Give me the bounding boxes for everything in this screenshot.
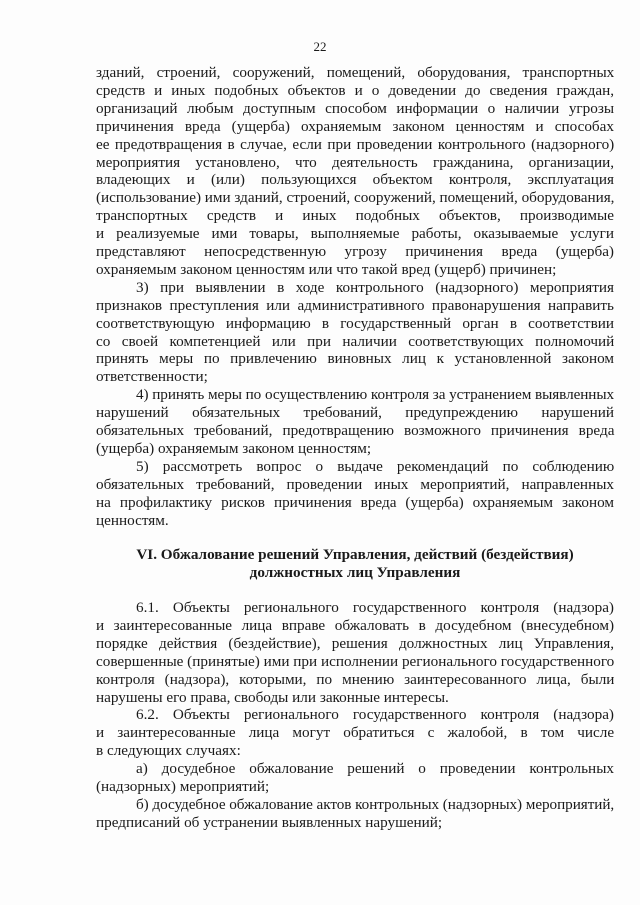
paragraph-6-1 xyxy=(96,599,614,706)
text-line: и реализуемые ими товары, выполняемые работы, оказываемые услуги xyxy=(96,225,614,243)
section-heading-line-1: VI. Обжалование решений Управления, действий (бездействия) xyxy=(136,546,574,563)
text-line: со своей компетенцией или при наличии соответствующих полномочий xyxy=(96,332,615,350)
text-line: мероприятия установлено, что деятельность гражданина, организации, xyxy=(96,153,614,171)
paragraph-item-a xyxy=(96,760,614,796)
text-line: ответственности; xyxy=(96,368,208,386)
page-number: 22 xyxy=(313,39,327,54)
text-line: ее предотвращения в случае, если при проведении контрольного (надзорного) xyxy=(96,135,615,153)
text-line: обязательных требований, предотвращению возможного причинения вреда xyxy=(96,422,615,439)
text-line: 6.1. Объекты регионального государственного контроля (надзора) xyxy=(136,599,614,616)
paragraph-item-5 xyxy=(96,458,614,530)
text-line: организаций любым доступным способом информации о наличии угрозы xyxy=(96,99,615,117)
text-line: зданий, строений, сооружений, помещений, оборудования, транспортных xyxy=(96,64,615,81)
text-line: причинения вреда (ущерба) охраняемым законом ценностям и способах xyxy=(96,117,614,135)
text-line: (надзорных) мероприятий; xyxy=(96,778,270,795)
paragraph-continuation xyxy=(96,64,614,279)
text-line: 4) принять меры по осуществлению контроля за устранением выявленных xyxy=(136,386,614,404)
section-heading-line-2: должностных лиц Управления xyxy=(249,564,461,581)
text-line: нарушены его права, свободы или законные интересы. xyxy=(96,688,449,706)
text-line: и заинтересованные лица могут обратиться с жалобой, в том числе xyxy=(96,724,615,742)
text-line: средств и иных подобных объектов и о доведении до сведения граждан, xyxy=(96,81,614,99)
text-line: (использование) ими зданий, строений, сооружений, помещений, оборудования, xyxy=(96,189,615,207)
text-line: 6.2. Объекты регионального государственного контроля (надзора) xyxy=(136,706,614,724)
text-line: нарушений обязательных требований, предупреждению нарушений xyxy=(96,404,614,422)
text-line: признаков преступления или административного правонарушения направить xyxy=(96,296,614,314)
text-line: представляют непосредственную угрозу причинения вреда (ущерба) xyxy=(96,243,614,261)
text-line: 3) при выявлении в ходе контрольного (надзорного) мероприятия xyxy=(136,278,615,296)
text-line: обязательных требований, проведении иных мероприятий, направленных xyxy=(96,475,614,493)
text-line: охраняемым законом ценностям или что такой вред (ущерб) причинен; xyxy=(96,260,557,278)
paragraph-6-2 xyxy=(96,706,614,760)
text-line: контроля (надзора), которыми, по мнению заинтересованного лица, были xyxy=(96,670,615,688)
text-line: предписаний об устранении выявленных нарушений; xyxy=(96,813,443,831)
text-line: а) досудебное обжалование решений о проведении контрольных xyxy=(136,760,614,778)
text-line: (ущерба) охраняемым законом ценностям; xyxy=(96,439,372,457)
paragraph-item-3 xyxy=(96,279,614,386)
text-line: соответствующую информацию в государственный орган в соответствии xyxy=(96,314,614,332)
paragraph-item-4 xyxy=(96,386,614,458)
text-line: б) досудебное обжалование актов контрольных (надзорных) мероприятий, xyxy=(136,795,615,813)
text-line: совершенные (принятые) ими при исполнении регионального государственного xyxy=(96,652,615,670)
text-line: в следующих случаях: xyxy=(96,742,241,760)
text-line: принять меры по привлечению виновных лиц к установленной законом xyxy=(96,350,614,368)
text-line: владеющих и (или) пользующихся объектом контроля, эксплуатация xyxy=(96,171,614,189)
text-line: 5) рассмотреть вопрос о выдаче рекомендаций по соблюдению xyxy=(136,457,615,475)
text-line: на профилактику рисков причинения вреда (ущерба) охраняемым законом xyxy=(96,493,614,511)
section-heading xyxy=(96,546,614,582)
text-line: ценностям. xyxy=(96,511,169,529)
text-line: порядке действия (бездействие), решения должностных лиц Управления, xyxy=(96,634,614,652)
paragraph-item-b xyxy=(96,796,614,832)
text-line: транспортных средств и иных подобных объектов, производимые xyxy=(96,207,614,225)
text-line: и заинтересованные лица вправе обжаловать в досудебном (внесудебном) xyxy=(96,616,614,634)
